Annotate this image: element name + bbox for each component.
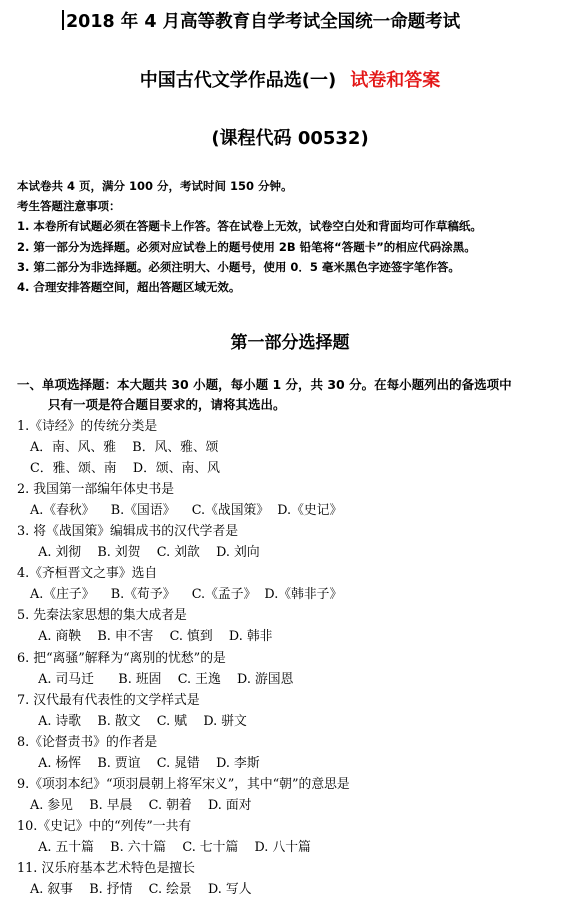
- note-line: 2. 第一部分为选择题。必须对应试卷上的题号使用 2B 铅笔将“答题卡”的相应代码涂黑。: [17, 239, 476, 254]
- question-text: 2. 我国第一部编年体史书是: [17, 482, 175, 498]
- question-text: 8.《论督责书》的作者是: [17, 734, 158, 750]
- question-text: 4.《齐桓晋文之事》选自: [17, 566, 158, 582]
- note-line: 本试卷共 4 页，满分 100 分，考试时间 150 分钟。: [17, 179, 293, 193]
- course-code: (课程代码 00532): [211, 128, 369, 149]
- question-options: A. 商鞅 B. 申不害 C. 慎到 D. 韩非: [30, 629, 273, 645]
- question-options: A. 杨恽 B. 贾谊 C. 晁错 D. 李斯: [30, 755, 260, 771]
- question-text: 9.《项羽本纪》“项羽晨朝上将军宋义”，其中“朝”的意思是: [17, 776, 350, 792]
- question-list: [17, 416, 350, 900]
- question-options: C．雅、颂、南 D．颂、南、风: [30, 461, 220, 477]
- question-text: 3. 将《战国策》编辑成书的汉代学者是: [17, 524, 239, 540]
- note-line: 3. 第二部分为非选择题。必须注明大、小题号，使用 0．5 毫米黑色字迹签字笔作答。: [17, 259, 460, 274]
- text-cursor: [62, 10, 64, 30]
- question-options: A.《春秋》 B.《国语》 C.《战国策》 D.《史记》: [30, 503, 343, 519]
- question-text: 10.《史记》中的“列传”一共有: [17, 818, 192, 834]
- subject-suffix: 试卷和答案: [350, 70, 441, 91]
- question-text: 6. 把“离骚”解释为“离别的忧愁”的是: [17, 650, 226, 666]
- question-options: A. 刘彻 B. 刘贺 C. 刘歆 D. 刘向: [30, 545, 260, 561]
- intro-line: 只有一项是符合题目要求的，请将其选出。: [48, 397, 286, 412]
- subject-title: [0, 66, 580, 92]
- question-options: A.《庄子》 B.《荀予》 C.《孟子》 D.《韩非子》: [30, 587, 343, 603]
- note-line: 考生答题注意事项：: [17, 199, 121, 214]
- section-intro: [17, 375, 512, 415]
- exam-notes: [17, 176, 482, 297]
- note-line: 1. 本卷所有试题必须在答题卡上作答。答在试卷上无效，试卷空白处和背面均可作草稿纸。: [17, 219, 482, 234]
- question-text: 11. 汉乐府基本艺术特色是擅长: [17, 860, 195, 876]
- question-options: A. 叙事 B. 抒情 C. 绘景 D. 写人: [30, 882, 252, 898]
- question-text: 7. 汉代最有代表性的文学样式是: [17, 692, 200, 708]
- question-text: 1.《诗经》的传统分类是: [17, 419, 158, 434]
- exam-title: 2018 年 4 月高等教育自学考试全国统一命题考试: [66, 12, 461, 32]
- question-options: A. 诗歌 B. 散文 C. 赋 D. 骈文: [30, 713, 247, 729]
- question-options: A．南、风、雅 B．风、雅、颂: [30, 440, 219, 456]
- question-options: A. 司马迁 B. 班固 C. 王逸 D. 游国恩: [30, 671, 294, 687]
- intro-line: 一、单项选择题：本大题共 30 小题，每小题 1 分，共 30 分。在每小题列出的备选项中: [17, 377, 512, 392]
- subject-name: 中国古代文学作品选(一): [139, 70, 337, 91]
- question-options: A. 参见 B. 早晨 C. 朝着 D. 面对: [30, 797, 252, 813]
- question-text: 5. 先秦法家思想的集大成者是: [17, 608, 187, 624]
- note-line: 4. 合理安排答题空间，超出答题区域无效。: [17, 280, 241, 295]
- section-title: 第一部分选择题: [230, 333, 350, 353]
- question-options: A. 五十篇 B. 六十篇 C. 七十篇 D. 八十篇: [30, 839, 311, 855]
